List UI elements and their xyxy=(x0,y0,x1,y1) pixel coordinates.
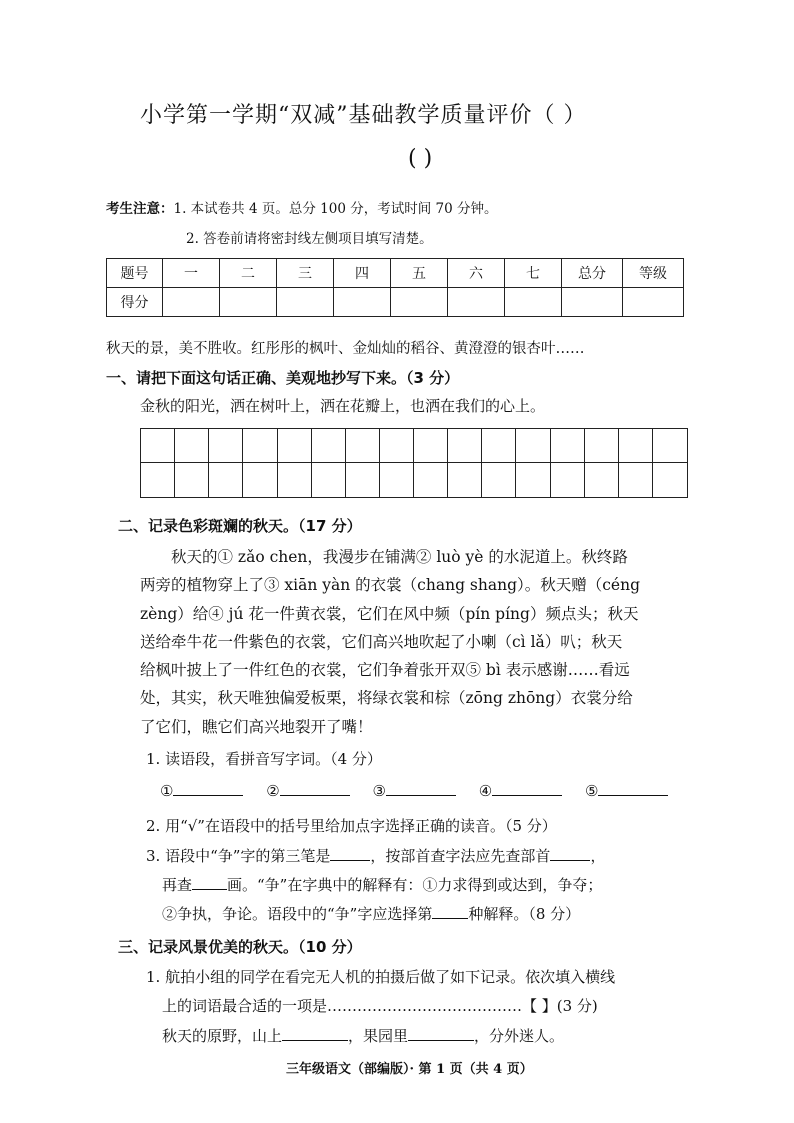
intro-text: 秋天的景，美不胜收。红彤彤的枫叶、金灿灿的稻谷、黄澄澄的银杏叶…… xyxy=(106,341,585,357)
q3-blank-strokes[interactable] xyxy=(192,875,227,890)
grid-cell[interactable] xyxy=(278,429,312,463)
passage-line: 了它们，瞧它们高兴地裂开了嘴！ xyxy=(140,717,373,736)
score-cell[interactable] xyxy=(220,288,277,317)
score-cell[interactable] xyxy=(334,288,391,317)
page-footer: 三年级语文（部编版）· 第 1 页（共 4 页） xyxy=(286,1062,533,1077)
score-header-cell: 六 xyxy=(448,259,505,288)
q3-text-e: 画。“争”在字典中的解释有：①力求得到或达到，争夺； xyxy=(227,876,603,894)
score-cell[interactable] xyxy=(448,288,505,317)
grid-cell[interactable] xyxy=(653,463,687,497)
page-title: 小学第一学期“双减”基础教学质量评价（ ） xyxy=(140,103,587,128)
score-table xyxy=(106,258,684,317)
q3-blank-stroke[interactable] xyxy=(330,846,370,861)
q3-1-blank-orchard[interactable] xyxy=(408,1026,474,1041)
passage-line: 两旁的植物穿上了③ xiān yàn 的衣裳（chang shang）。秋天赠（céng xyxy=(140,576,641,595)
grid-cell[interactable] xyxy=(175,463,209,497)
question-2-3-line-1 xyxy=(146,845,605,866)
score-table-header-row xyxy=(107,259,684,288)
grid-cell[interactable] xyxy=(175,429,209,463)
grid-cell[interactable] xyxy=(585,429,619,463)
answer-blank-4[interactable] xyxy=(492,781,562,796)
notice-item-2: 2. 答卷前请将密封线左侧项目填写清楚。 xyxy=(186,231,433,247)
grid-cell[interactable] xyxy=(585,463,619,497)
answer-blanks-row xyxy=(160,781,690,800)
answer-blank-2[interactable] xyxy=(280,781,350,796)
score-cell[interactable] xyxy=(562,288,623,317)
grid-cell[interactable] xyxy=(312,429,346,463)
q3-1-text-b: ，果园里 xyxy=(348,1027,409,1045)
question-3-1-line-1: 1. 航拍小组的同学在看完无人机的拍摄后做了如下记录。依次填入横线 xyxy=(146,968,616,986)
grid-cell[interactable] xyxy=(482,463,516,497)
question-2-3-line-3 xyxy=(162,903,580,924)
score-header-cell: 七 xyxy=(505,259,562,288)
q3-text-f: ②争执，争论。语段中的“争”字应选择第 xyxy=(162,905,433,923)
grid-cell[interactable] xyxy=(619,429,653,463)
question-3-1-line-3 xyxy=(162,1025,564,1046)
section-3-heading: 三、记录风景优美的秋天。（10 分） xyxy=(118,938,362,956)
grid-cell[interactable] xyxy=(141,429,175,463)
writing-grid[interactable] xyxy=(140,428,688,498)
q3-text-c: ， xyxy=(590,847,606,865)
grid-cell[interactable] xyxy=(516,463,550,497)
grid-cell[interactable] xyxy=(414,429,448,463)
grid-cell[interactable] xyxy=(209,429,243,463)
grid-cell[interactable] xyxy=(243,429,277,463)
answer-blank-1[interactable] xyxy=(173,781,243,796)
score-header-cell: 等级 xyxy=(623,259,684,288)
passage-line: 秋天的① zǎo chen，我漫步在铺满② luò yè 的水泥道上。秋终路 xyxy=(140,548,628,566)
section-1-heading: 一、请把下面这句话正确、美观地抄写下来。（3 分） xyxy=(106,369,460,387)
grid-cell[interactable] xyxy=(619,463,653,497)
q3-1-blank-mountain[interactable] xyxy=(282,1026,348,1041)
q3-text-b: ，按部首查字法应先查部首 xyxy=(370,847,551,865)
score-cell[interactable] xyxy=(505,288,562,317)
score-header-cell: 题号 xyxy=(107,259,163,288)
q3-text-d: 再查 xyxy=(162,876,193,894)
grid-cell[interactable] xyxy=(551,429,585,463)
score-header-cell: 一 xyxy=(163,259,220,288)
score-cell[interactable] xyxy=(391,288,448,317)
score-header-cell: 三 xyxy=(277,259,334,288)
score-header-cell: 二 xyxy=(220,259,277,288)
score-table-score-row xyxy=(107,288,684,317)
notice-line-1 xyxy=(106,197,497,217)
q3-blank-radical[interactable] xyxy=(550,846,590,861)
passage-line: 给枫叶披上了一件红色的衣裳，它们争着张开双⑤ bì 表示感谢……看远 xyxy=(140,661,630,680)
question-2-2: 2. 用“√”在语段中的括号里给加点字选择正确的读音。（5 分） xyxy=(146,817,557,835)
grid-cell[interactable] xyxy=(551,463,585,497)
passage-line: 送给牵牛花一件紫色的衣裳，它们高兴地吹起了小喇（cì lǎ）叭；秋天 xyxy=(140,632,623,651)
blank-mark-4: ④ xyxy=(478,782,493,800)
q3-text-g: 种解释。（8 分） xyxy=(468,905,581,923)
grid-cell[interactable] xyxy=(380,429,414,463)
grid-cell[interactable] xyxy=(346,463,380,497)
grid-cell[interactable] xyxy=(448,429,482,463)
copy-sentence: 金秋的阳光，洒在树叶上，洒在花瓣上，也洒在我们的心上。 xyxy=(140,397,546,415)
score-cell[interactable] xyxy=(277,288,334,317)
passage-line: zèng）给④ jú 花一件黄衣裳，它们在风中频（pín píng）频点头；秋天 xyxy=(140,604,639,623)
grid-cell[interactable] xyxy=(653,429,687,463)
q3-1-text-c: ，分外迷人。 xyxy=(474,1027,565,1045)
score-cell[interactable] xyxy=(163,288,220,317)
answer-blank-5[interactable] xyxy=(598,781,668,796)
grid-cell[interactable] xyxy=(278,463,312,497)
grid-cell[interactable] xyxy=(346,429,380,463)
notice-label: 考生注意： xyxy=(106,201,174,217)
question-2-1: 1. 读语段，看拼音写字词。（4 分） xyxy=(146,750,382,768)
grid-cell[interactable] xyxy=(141,463,175,497)
score-header-cell: 五 xyxy=(391,259,448,288)
grid-cell[interactable] xyxy=(380,463,414,497)
grid-cell[interactable] xyxy=(414,463,448,497)
reading-passage xyxy=(140,543,700,741)
grid-cell[interactable] xyxy=(448,463,482,497)
grid-cell[interactable] xyxy=(312,463,346,497)
score-header-cell: 总分 xyxy=(562,259,623,288)
q3-1-text-a: 秋天的原野，山上 xyxy=(162,1027,283,1045)
blank-mark-3: ③ xyxy=(372,782,386,800)
grid-cell[interactable] xyxy=(209,463,243,497)
grid-cell[interactable] xyxy=(516,429,550,463)
passage-line: 处，其实，秋天唯独偏爱板栗，将绿衣裳和棕（zōng zhōng）衣裳分给 xyxy=(140,689,633,708)
grid-cell[interactable] xyxy=(482,429,516,463)
notice-item-1: 1. 本试卷共 4 页。总分 100 分，考试时间 70 分钟。 xyxy=(173,201,498,217)
page-subtitle: ( ) xyxy=(408,146,433,171)
score-row-label: 得分 xyxy=(107,288,163,317)
q3-blank-meaning[interactable] xyxy=(432,904,468,919)
blank-mark-2: ② xyxy=(266,782,280,800)
answer-blank-3[interactable] xyxy=(386,781,456,796)
section-2-heading: 二、记录色彩斑斓的秋天。（17 分） xyxy=(118,517,362,535)
score-header-cell: 四 xyxy=(334,259,391,288)
question-2-3-line-2 xyxy=(162,874,602,895)
grid-cell[interactable] xyxy=(243,463,277,497)
blank-mark-1: ① xyxy=(160,782,174,800)
q3-text-a: 3. 语段中“争”字的第三笔是 xyxy=(146,847,331,865)
score-cell[interactable] xyxy=(623,288,684,317)
blank-mark-5: ⑤ xyxy=(584,782,599,800)
question-3-1-line-2: 上的词语最合适的一项是…………………………………【 】(3 分) xyxy=(162,997,598,1015)
